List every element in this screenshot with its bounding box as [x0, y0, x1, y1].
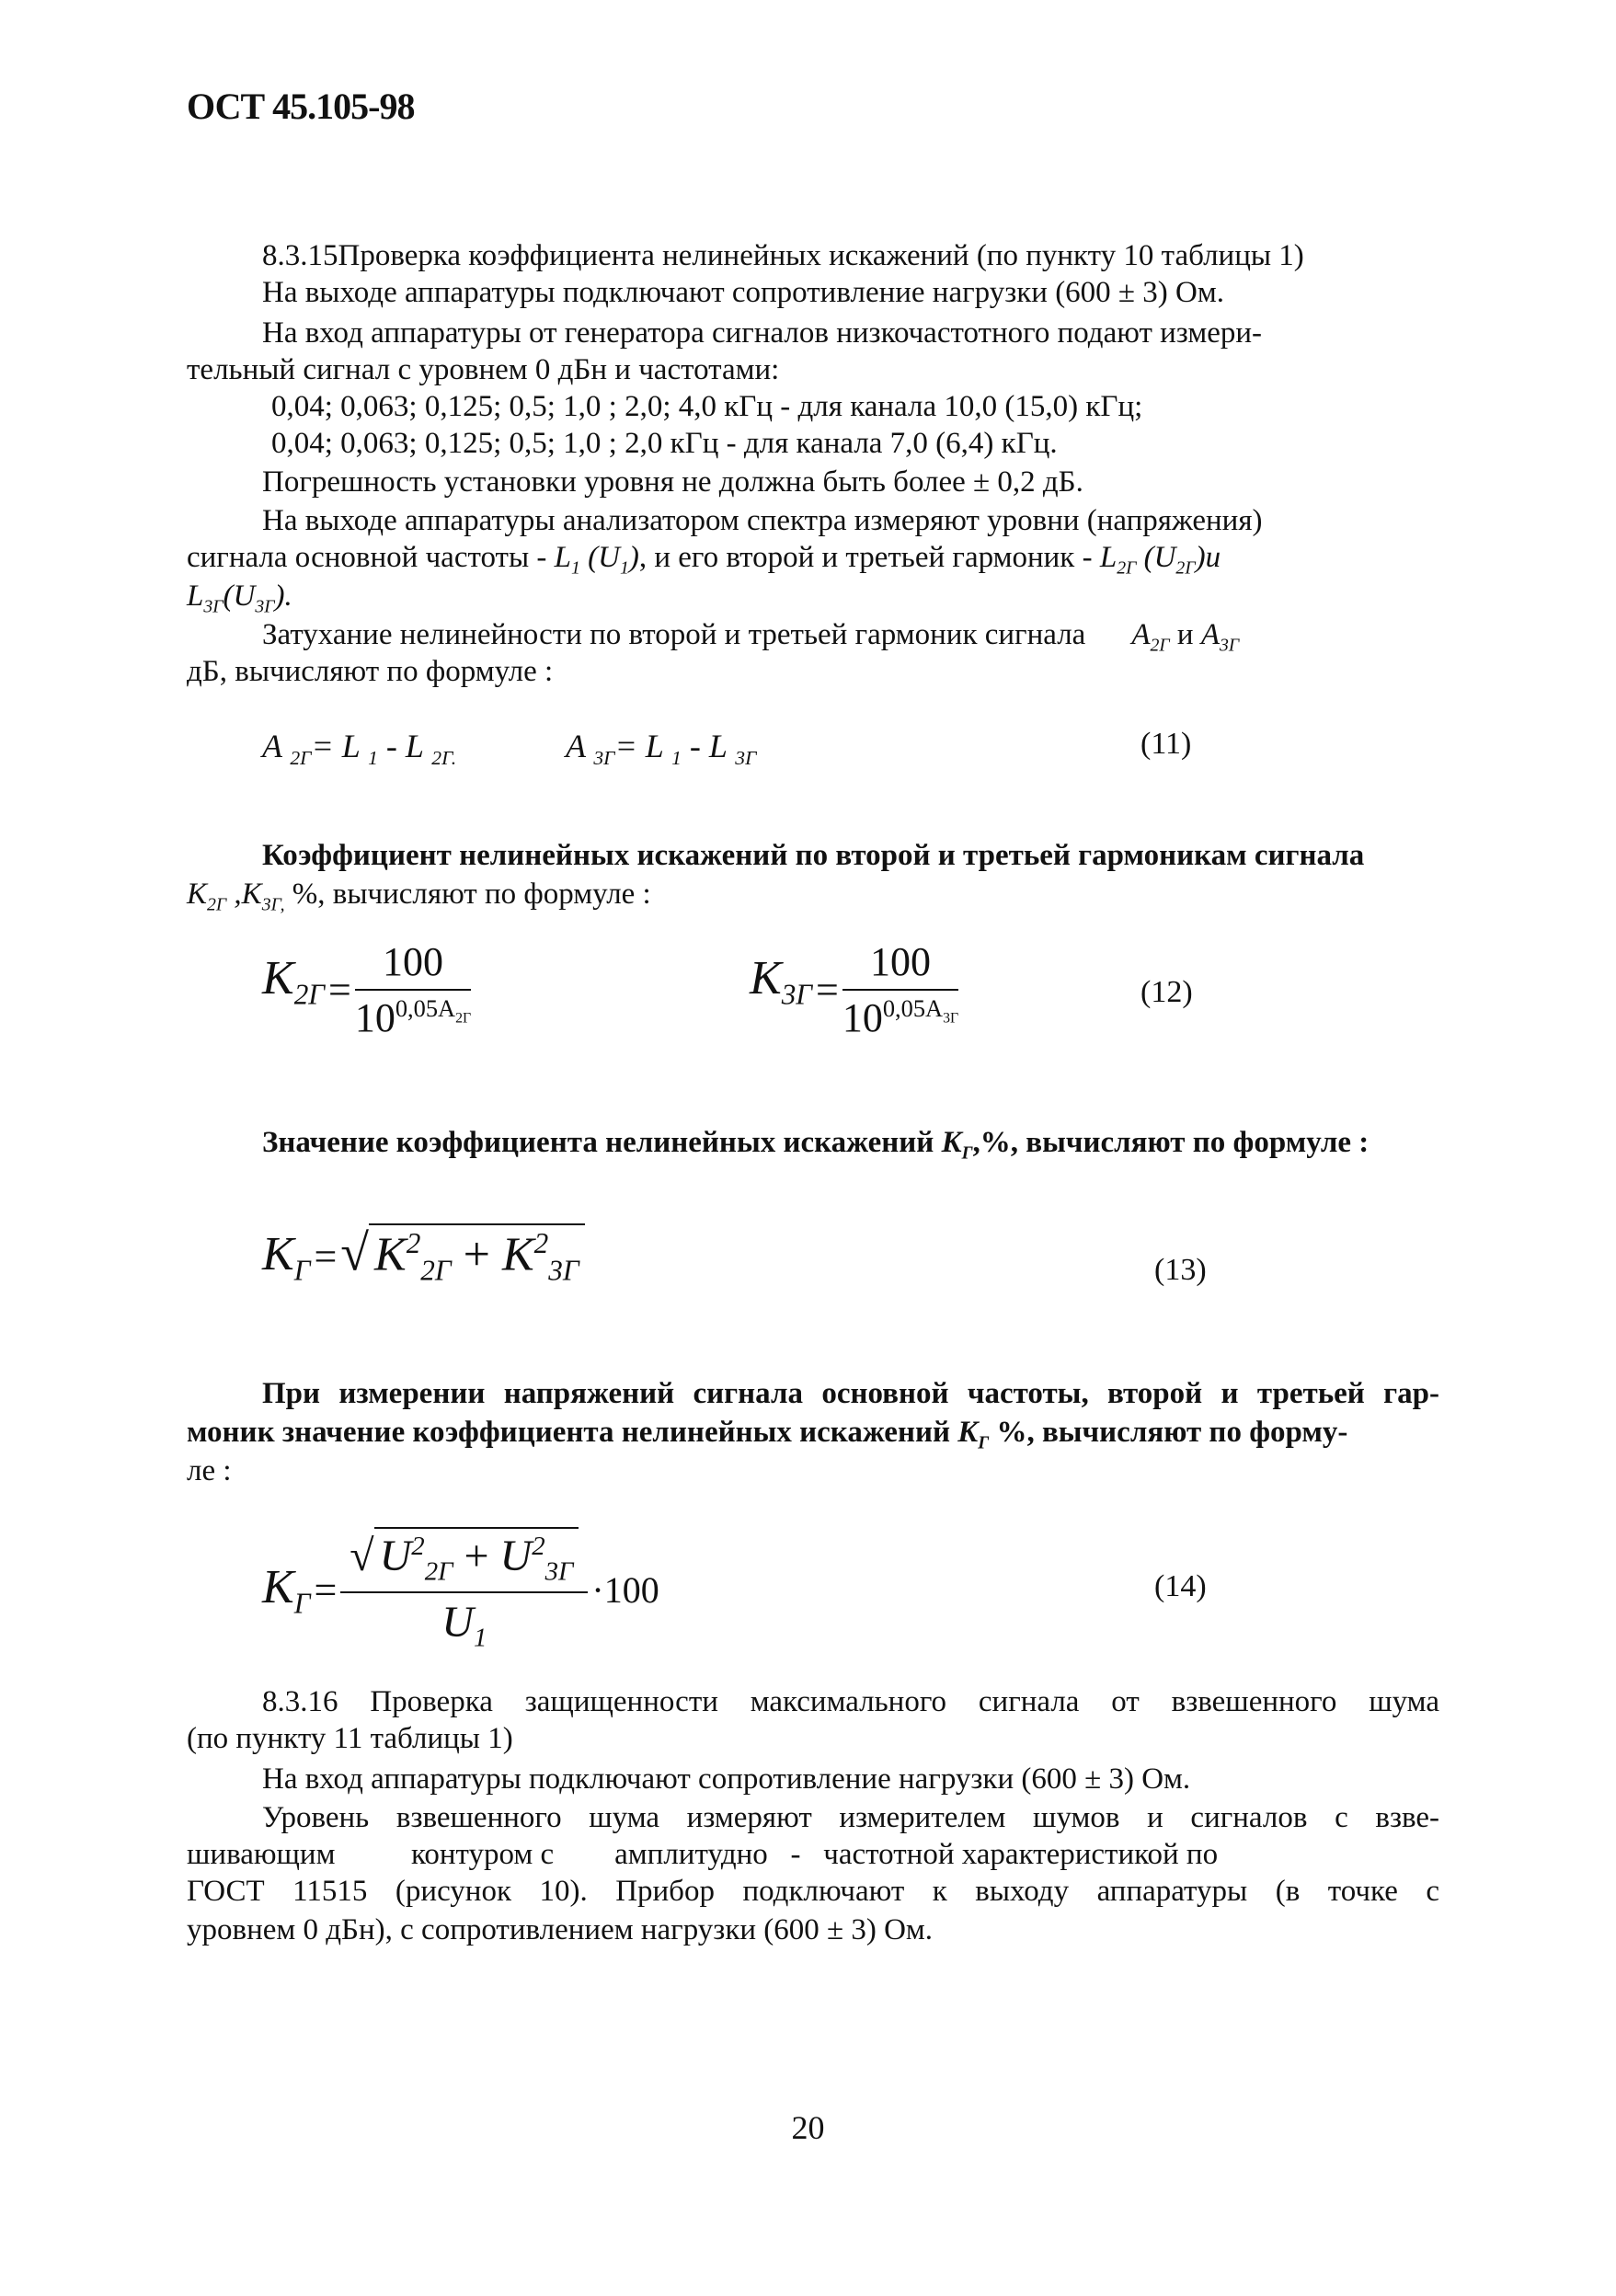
symbol-A3: $A_{3Г}$	[1200, 618, 1240, 656]
paragraph-line: Погрешность установки уровня не должна быть более ± 0,2 дБ.	[262, 465, 1083, 499]
paragraph-line-value: Значение коэффициента нелинейных искажений $K_Г,\%$, вычисляют по формуле :	[262, 1126, 1370, 1164]
text-fragment: сигнала основной частоты -	[187, 541, 555, 574]
paragraph-line: Уровень взвешенного шума измеряют измерителем шумов и сигналов с взве-	[262, 1801, 1439, 1834]
equation-number-12: (12)	[1140, 975, 1193, 1009]
equation-13: $K_Г$ = √ $K^2_{2Г} + K^2_{3Г}$	[262, 1223, 585, 1288]
paragraph-line: уровнем 0 дБн), с сопротивлением нагрузки (600 ± 3) Ом.	[187, 1913, 934, 1946]
section-8-3-16-title: 8.3.16 Проверка защищенности максимального сигнала от взвешенного шума	[262, 1685, 1439, 1718]
equation-11-right: A $_{3Г}$= L $_1$ - L $_{3Г}$	[566, 728, 757, 770]
fraction: $\frac{√ U^2_{2Г} + U^2_{3Г}}{U_1}$	[340, 1527, 588, 1653]
frequency-list-2: 0,04; 0,063; 0,125; 0,5; 1,0 ; 2,0 кГц - для канала 7,0 (6,4) кГц.	[271, 427, 1058, 460]
paragraph-line: ГОСТ 11515 (рисунок 10). Прибор подключают к выходу аппаратуры (в точке с	[187, 1875, 1439, 1908]
paragraph-line: ле :	[187, 1454, 232, 1487]
paragraph-line-levels	[187, 539, 1221, 587]
paragraph-line-attenuation: Затухание нелинейности по второй и третьей гармоник сигнала $A_{2Г}$ и $A_{3Г}$	[262, 618, 1240, 656]
equation-12-right: $K_{3Г}$ = $\frac{100}{10^{0,05A_{3Г}}}$	[750, 939, 959, 1040]
paragraph-line: (по пункту 11 таблицы 1)	[187, 1722, 513, 1755]
equation-12-left: $K_{2Г}$ = $\frac{100}{10^{0,05A_{2Г}}}$	[262, 939, 472, 1040]
sqrt-symbol: √	[340, 1224, 369, 1282]
text-fragment: Затухание нелинейности по второй и третьей гармоник сигнала	[262, 618, 1086, 651]
equation-14: $K_Г$ = $\frac{√ U^2_{2Г} + U^2_{3Г}}{U_1}$ ·100	[262, 1527, 659, 1653]
symbol-A2: $A_{2Г}$	[1131, 618, 1170, 656]
paragraph-line: дБ, вычисляют по формуле :	[187, 655, 554, 688]
equation-number-14: (14)	[1154, 1569, 1207, 1603]
text-fragment: , и его второй и третьей гармоник -	[638, 541, 1100, 574]
paragraph-line: На вход аппаратуры подключают сопротивление нагрузки (600 ± 3) Ом.	[262, 1762, 1191, 1796]
equation-number-13: (13)	[1154, 1253, 1207, 1287]
paragraph-line: шивающим контуром с амплитудно - частотной характеристикой по	[187, 1838, 1219, 1871]
symbol-L3: $L_{3Г}(U_{3Г})$.	[187, 580, 292, 617]
paragraph-line-measurement: При измерении напряжений сигнала основной частоты, второй и третьей гар-	[262, 1377, 1439, 1410]
frequency-list-1: 0,04; 0,063; 0,125; 0,5; 1,0 ; 2,0; 4,0 кГц - для канала 10,0 (15,0) кГц;	[271, 390, 1143, 423]
paragraph-line: На вход аппаратуры от генератора сигналов низкочастотного подают измери-	[262, 316, 1263, 350]
symbol-L1: $L_1$ $(U_1)$	[554, 541, 639, 579]
equation-11-left: A $_{2Г}$= L $_1$ - L $_{2Г.}$	[262, 728, 457, 770]
paragraph-line: тельный сигнал с уровнем 0 дБн и частотами:	[187, 353, 780, 386]
symbol-L2: $L_{2Г}$ $(U_{2Г})и$	[1099, 541, 1221, 579]
page-number: 20	[791, 2109, 825, 2146]
document-header: ОСТ 45.105-98	[187, 86, 415, 127]
section-8-3-15-title: 8.3.15Проверка коэффициента нелинейных искажений (по пункту 10 таблицы 1)	[262, 239, 1304, 272]
fraction: $\frac{100}{10^{0,05A_{2Г}}}$	[354, 939, 472, 1040]
equation-number-11: (11)	[1140, 727, 1192, 761]
paragraph-line-measurement-2: моник значение коэффициента нелинейных искажений $K_Г$ %, вычисляют по форму-	[187, 1416, 1348, 1453]
fraction: $\frac{100}{10^{0,05A_{3Г}}}$	[842, 939, 959, 1040]
paragraph-line: На выходе аппаратуры подключают сопротивление нагрузки (600 ± 3) Ом.	[262, 276, 1224, 309]
paragraph-line-coefficient-2: $K_{2Г}$ $,K_{3Г,}$ %, вычисляют по формуле :	[187, 878, 651, 915]
paragraph-line: На выходе аппаратуры анализатором спектра измеряют уровни (напряжения)	[262, 504, 1263, 537]
paragraph-line-coefficient: Коэффициент нелинейных искажений по второй и третьей гармоникам сигнала	[262, 839, 1365, 872]
